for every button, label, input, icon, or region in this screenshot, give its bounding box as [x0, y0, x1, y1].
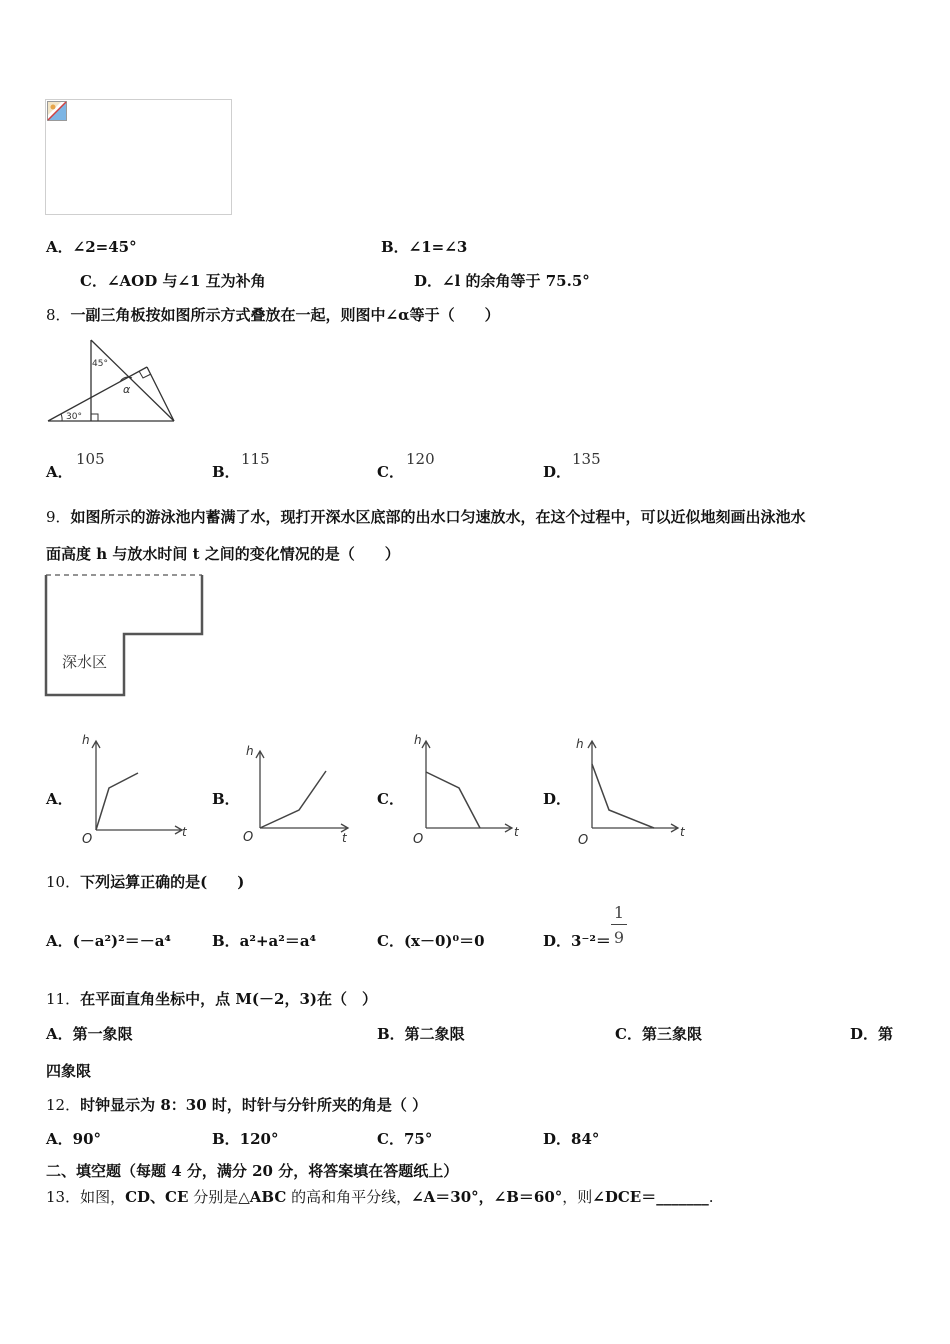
angle-30-label: 30°: [66, 412, 82, 422]
broken-image-icon: [47, 101, 67, 121]
q11-option-b: B．第二象限: [377, 1025, 465, 1043]
q8-option-d-label: D．: [543, 463, 572, 481]
origin-label: O: [413, 832, 424, 847]
question-stem: 一副三角板按如图所示方式叠放在一起，则图中∠α等于（ ）: [70, 306, 500, 324]
origin-label: O: [82, 832, 93, 847]
q9-option-b-label: B．: [212, 790, 240, 808]
q10-option-a: A．(－a²)²＝－a⁴: [46, 932, 171, 950]
q8-option-b-value: 115: [241, 450, 270, 468]
deep-water-label: 深水区: [62, 653, 108, 671]
question-number: 8．: [46, 306, 71, 324]
origin-label: O: [578, 833, 589, 848]
q10-option-c: C．(x－0)⁰＝0: [377, 932, 485, 950]
q13-bold-3: ∠A＝30°，∠B＝60°: [411, 1188, 563, 1206]
q10-option-b: B．a²+a²＝a⁴: [212, 932, 317, 950]
swimming-pool-figure: [44, 573, 206, 699]
q13-text-1: 如图，: [80, 1188, 126, 1206]
q11-option-c: C．第三象限: [615, 1025, 702, 1043]
q8-option-c-value: 120: [406, 450, 435, 468]
question-stem-line-1: 如图所示的游泳池内蓄满了水，现打开深水区底部的出水口匀速放水，在这个过程中，可以近似地刻画出泳池水: [70, 508, 806, 526]
q12-option-c: C．75°: [377, 1130, 433, 1148]
fraction-bar: [611, 924, 627, 925]
q9-graph-a: [78, 730, 198, 850]
q12-option-d: D．84°: [543, 1130, 600, 1148]
question-stem: 下列运算正确的是( ): [80, 873, 245, 891]
axis-t-label: t: [514, 825, 519, 839]
angle-alpha-label: α: [123, 383, 131, 396]
question-number: 9．: [46, 508, 71, 526]
axis-h-label: h: [246, 744, 254, 758]
question-stem: 时钟显示为 8：30 时，时针与分针所夹的角是（ ）: [80, 1096, 428, 1114]
section-2-title: 二、填空题（每题 4 分，满分 20 分，将答案填在答题纸上）: [46, 1162, 459, 1180]
axis-h-label: h: [414, 733, 422, 747]
axis-t-label: t: [342, 831, 347, 845]
q8-option-d-value: 135: [572, 450, 601, 468]
q13-bold-4: ∠DCE＝: [592, 1188, 657, 1206]
q13-bold-1: CD、CE: [125, 1188, 189, 1206]
question-8: [46, 304, 500, 325]
q11-option-d-part-2: 四象限: [46, 1062, 92, 1080]
q9-option-a-label: A．: [46, 790, 73, 808]
q8-option-a-label: A．: [46, 463, 73, 481]
q9-graph-b: [242, 740, 362, 850]
question-number: 13．: [46, 1188, 81, 1206]
q7-option-b: B．∠1=∠3: [381, 238, 468, 256]
question-number: 10．: [46, 873, 81, 891]
fraction-numerator: 1: [613, 903, 625, 922]
broken-image-placeholder: [45, 99, 232, 215]
q8-option-c-label: C．: [377, 463, 404, 481]
q13-text-3: 的高和角平分线，: [286, 1188, 412, 1206]
q9-option-d-label: D．: [543, 790, 572, 808]
axis-h-label: h: [576, 737, 584, 751]
question-9-line-1: [46, 506, 806, 527]
origin-label: O: [243, 830, 254, 845]
q11-option-a: A．第一象限: [46, 1025, 133, 1043]
q13-end: .: [708, 1188, 714, 1206]
q9-graph-d: [574, 730, 694, 850]
question-11: [46, 988, 377, 1009]
q7-option-c: C．∠AOD 与∠1 互为补角: [80, 272, 266, 290]
q8-option-b-label: B．: [212, 463, 240, 481]
q8-option-a-value: 105: [76, 450, 105, 468]
question-number: 11．: [46, 990, 81, 1008]
question-12: [46, 1094, 427, 1115]
q13-text-4: ，则: [562, 1188, 593, 1206]
q13-text-2: 分别是: [188, 1188, 239, 1206]
question-number: 12．: [46, 1096, 81, 1114]
fraction-denominator: 9: [613, 928, 625, 947]
answer-blank[interactable]: _______: [656, 1188, 709, 1206]
angle-45-label: 45°: [92, 359, 108, 369]
q9-graph-c: [408, 730, 528, 850]
q12-option-a: A．90°: [46, 1130, 102, 1148]
q7-option-d: D．∠l 的余角等于 75.5°: [414, 272, 590, 290]
q12-option-b: B．120°: [212, 1130, 279, 1148]
question-stem: 在平面直角坐标中，点 M(－2，3)在（ ）: [80, 990, 377, 1008]
triangle-rulers-figure: [46, 336, 181, 428]
question-9-line-2: 面高度 h 与放水时间 t 之间的变化情况的是（ ）: [46, 545, 400, 563]
axis-h-label: h: [82, 733, 90, 747]
question-13: [46, 1186, 714, 1207]
q9-option-c-label: C．: [377, 790, 404, 808]
q11-option-d-part-1: D．第: [850, 1025, 894, 1043]
axis-t-label: t: [680, 825, 685, 839]
question-10: [46, 871, 244, 892]
q13-bold-2: △ABC: [238, 1188, 287, 1206]
axis-t-label: t: [182, 825, 187, 839]
q7-option-a: A．∠2=45°: [46, 238, 137, 256]
q10-option-d: D．3⁻²＝: [543, 932, 611, 950]
